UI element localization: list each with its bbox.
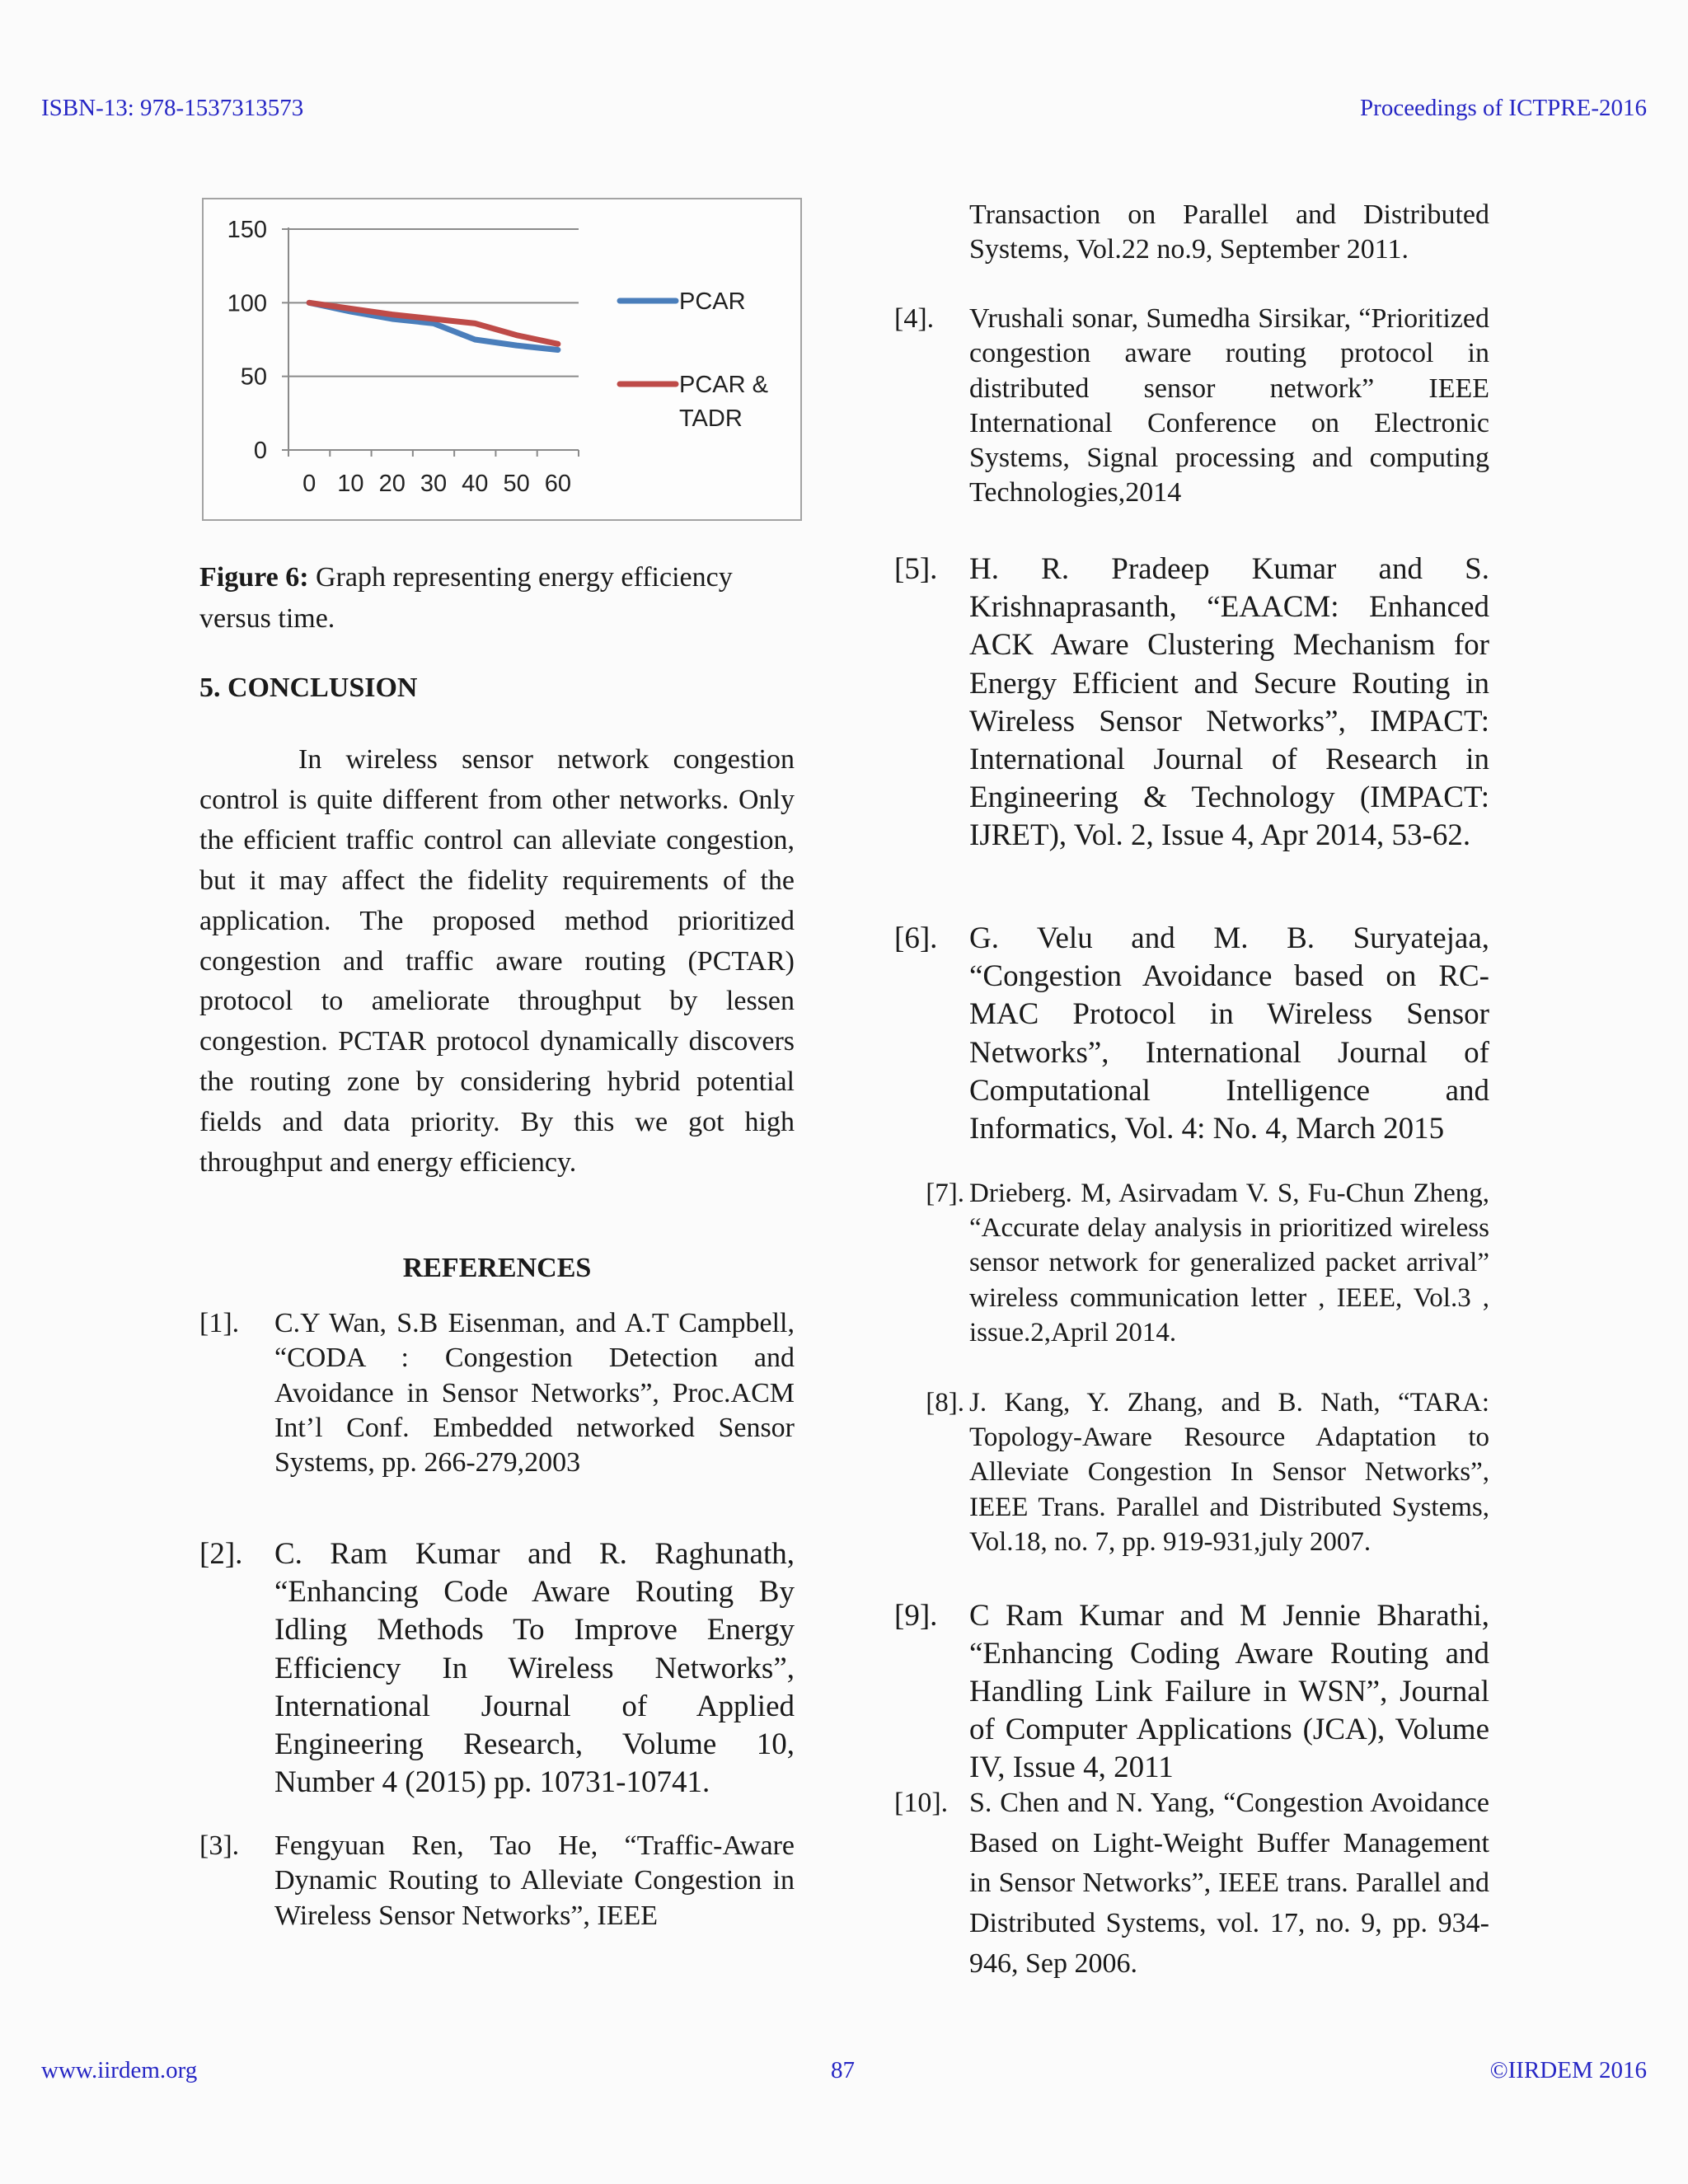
reference-number: [9]. [894,1599,938,1633]
reference-text: S. Chen and N. Yang, “Congestion Avoidance Based on Light-Weight Buffer Management in Sensor Networks”, IEEE trans. Parallel and Distributed Systems, vol. 17, no. 9, pp. 934-946, Sep 2006. [969,1788,1489,1979]
x-tick-label: 0 [302,471,316,497]
reference-number: [2]. [199,1537,243,1571]
y-tick-label: 150 [227,217,267,243]
footer-page-number: 87 [831,2057,855,2083]
x-tick-label: 40 [462,471,489,497]
figure-caption [199,557,795,640]
reference-item [894,920,1489,1148]
reference-text: Vrushali sonar, Sumedha Sirsikar, “Prioritized congestion aware routing protocol in distributed sensor network” IEEE International Conference on Electronic Systems, Signal processing and computing Technologies,2014 [969,303,1489,509]
reference-number: [5]. [894,552,938,586]
legend-label: PCAR & [679,372,768,398]
reference-item [199,1535,795,1802]
energy-efficiency-chart [202,198,802,521]
reference-item [894,1783,1489,1985]
x-tick-label: 20 [378,471,406,497]
header-proceedings: Proceedings of ICTPRE-2016 [1360,95,1647,121]
reference-item [199,1306,795,1480]
figure-label: Figure 6: [199,562,309,593]
reference-item [894,1385,1489,1559]
legend-label: PCAR [679,288,746,315]
reference-item [894,302,1489,511]
reference-text: Fengyuan Ren, Tao He, “Traffic-Aware Dynamic Routing to Alleviate Congestion in Wireless Sensor Networks”, IEEE [274,1830,795,1931]
references-heading: REFERENCES [402,1253,592,1283]
x-tick-label: 10 [337,471,364,497]
x-tick-label: 50 [503,471,530,497]
reference-number: [3]. [199,1830,240,1861]
reference-text: H. R. Pradeep Kumar and S. Krishnaprasanth, “EAACM: Enhanced ACK Aware Clustering Mechanism for Energy Efficient and Secure Routing in Wireless Sensor Networks”, IMPACT: International Journal of Research in Engineering & Technology (IMPACT: IJRET), Vol. 2, Issue 4, Apr 2014, 53-62. [969,552,1489,853]
reference-text: Transaction on Parallel and Distributed Systems, Vol.22 no.9, September 2011. [969,199,1489,265]
reference-text: G. Velu and M. B. Suryatejaa, “Congestion Avoidance based on RC-MAC Protocol in Wireless Sensor Networks”, International Journal of Computational Intelligence and Informatics, Vol. 4: No. 4, March 2015 [969,921,1489,1146]
figure-caption-text: Graph representing energy efficiency versus time. [199,562,733,634]
footer-website[interactable]: www.iirdem.org [41,2057,198,2083]
header-isbn: ISBN-13: 978-1537313573 [41,95,304,121]
chart-svg [204,199,800,519]
reference-text: J. Kang, Y. Zhang, and B. Nath, “TARA: Topology-Aware Resource Adaptation to Alleviate Congestion In Sensor Networks”, IEEE Trans. Parallel and Distributed Systems, Vol.18, no. 7, pp. 919-931,july 2007. [969,1388,1489,1557]
reference-number: [10]. [894,1788,949,1818]
conclusion-heading: 5. CONCLUSION [199,673,418,703]
reference-item [894,1176,1489,1350]
reference-text: C Ram Kumar and M Jennie Bharathi, “Enhancing Coding Aware Routing and Handling Link Failure in WSN”, Journal of Computer Applications (JCA), Volume IV, Issue 4, 2011 [969,1599,1489,1784]
x-tick-label: 60 [544,471,571,497]
conclusion-paragraph: In wireless sensor network congestion control is quite different from other networks. Only the efficient traffic control can alleviate congestion, but it may affect the fidelity requirements of the application. The proposed method prioritized congestion and traffic aware routing (PCTAR) protocol to ameliorate throughput by lessen congestion. PCTAR protocol dynamically discovers the routing zone by considering hybrid potential fields and data priority. By this we got high throughput and energy efficiency. [199,744,795,1179]
reference-number: [8]. [926,1388,964,1418]
x-tick-label: 30 [420,471,448,497]
legend-label: TADR [679,405,743,432]
reference-item-continued [894,198,1489,268]
y-tick-label: 0 [253,438,267,464]
reference-item [894,1597,1489,1787]
reference-number: [4]. [894,303,935,334]
y-tick-label: 50 [240,363,267,391]
reference-text: C.Y Wan, S.B Eisenman, and A.T Campbell, “CODA : Congestion Detection and Avoidance in Sensor Networks”, Proc.ACM Int’l Conf. Embedded networked Sensor Systems, pp. 266-279,2003 [274,1308,795,1479]
reference-number [894,198,969,268]
y-tick-label: 100 [227,290,267,317]
reference-text: C. Ram Kumar and R. Raghunath, “Enhancing Code Aware Routing By Idling Methods To Improve Energy Efficiency In Wireless Networks”, International Journal of Applied Engineering Research, Volume 10, Number 4 (2015) pp. 10731-10741. [274,1537,795,1800]
reference-item [199,1829,795,1933]
reference-number: [6]. [894,921,938,955]
reference-number: [1]. [199,1308,240,1338]
reference-item [894,551,1489,855]
footer-copyright: ©IIRDEM 2016 [1489,2057,1647,2083]
reference-text: Drieberg. M, Asirvadam V. S, Fu-Chun Zheng, “Accurate delay analysis in prioritized wireless sensor network for generalized packet arrival” wireless communication letter , IEEE, Vol.3 , issue.2,April 2014. [969,1179,1489,1347]
reference-number: [7]. [926,1179,964,1208]
